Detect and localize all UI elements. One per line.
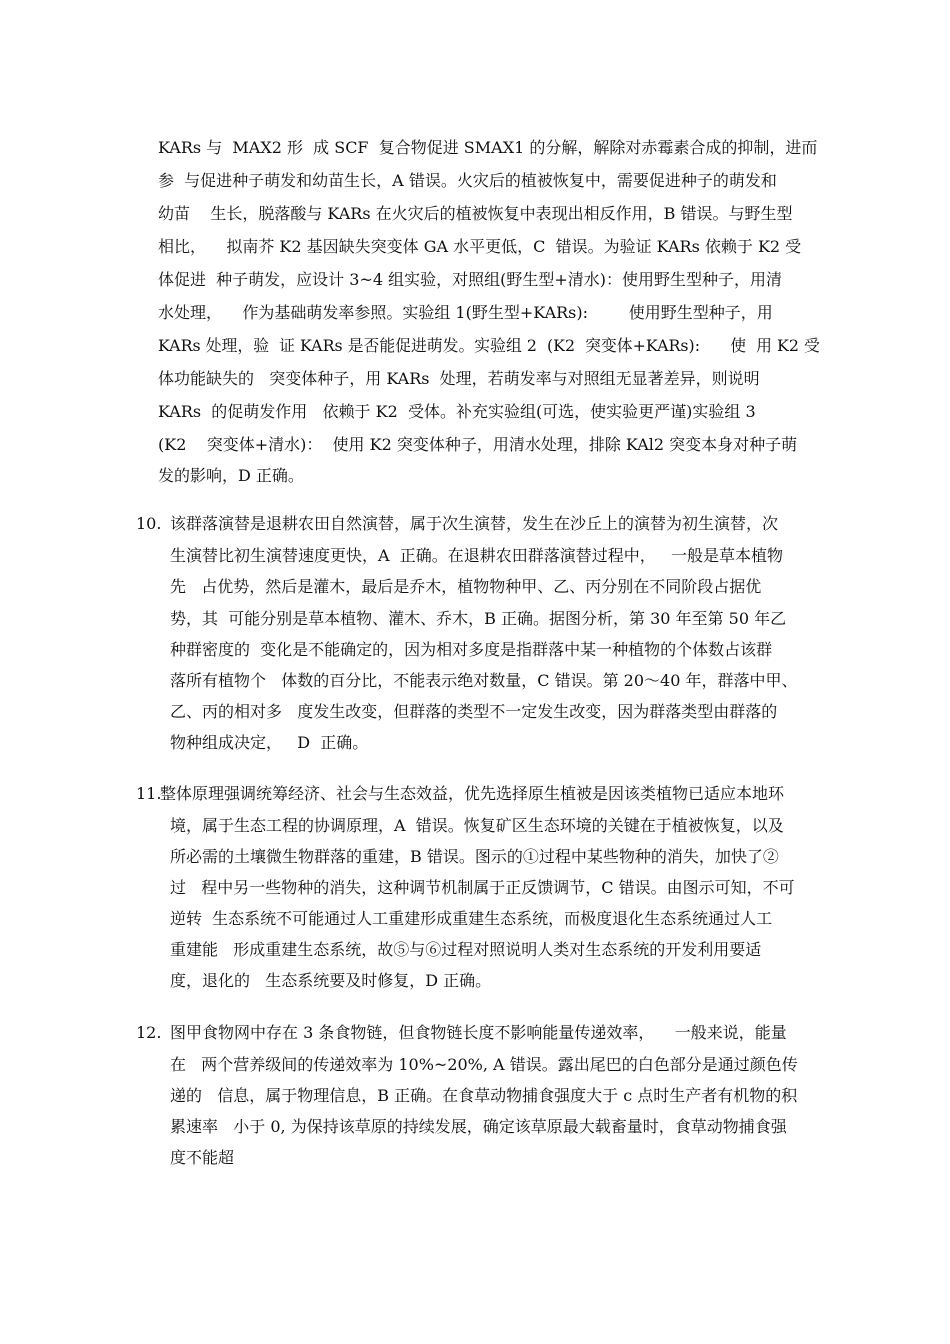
text-line: 过 程中另一些物种的消失，这种调节机制属于正反馈调节，C 错误。由图示可知，不可 xyxy=(170,878,795,897)
text-line: 在 两个营养级间的传递效率为 10%~20%, A 错误。露出尾巴的白色部分是通过颜色传 xyxy=(170,1055,798,1074)
text-line: 乙、丙的相对多 度发生改变，但群落的类型不一定发生改变，因为群落类型由群落的 xyxy=(170,702,778,721)
text-line: 度不能超 xyxy=(170,1148,235,1167)
text-line: 境，属于生态工程的协调原理，A 错误。恢复矿区生态环境的关键在于植被恢复，以及 xyxy=(170,816,784,835)
text-line: 重建能 形成重建生态系统，故⑤与⑥过程对照说明人类对生态系统的开发利用要适 xyxy=(170,940,762,959)
text-line: 度，退化的 生态系统要及时修复，D 正确。 xyxy=(170,971,492,990)
text-line: 幼苗 生长，脱落酸与 KARs 在火灾后的植被恢复中表现出相反作用，B 错误。与野生型 xyxy=(158,204,793,223)
text-line: 图甲食物网中存在 3 条食物链，但食物链长度不影响能量传递效率， 一般来说，能量 xyxy=(170,1023,787,1042)
text-line: 水处理， 作为基础萌发率参照。实验组 1(野生型+KARs): 使用野生型种子，用 xyxy=(158,303,773,322)
text-line: 物种组成决定， D 正确。 xyxy=(170,733,369,752)
text-line: 参 与促进种子萌发和幼苗生长，A 错误。火灾后的植被恢复中，需要促进种子的萌发和 xyxy=(158,171,777,190)
text-line: 累速率 小于 0, 为保持该草原的持续发展，确定该草原最大载畜量时，食草动物捕食强 xyxy=(170,1117,787,1136)
item-number: 12. xyxy=(136,1023,162,1042)
text-line: 逆转 生态系统不可能通过人工重建形成重建生态系统，而极度退化生态系统通过人工 xyxy=(170,909,773,928)
item-number: 10. xyxy=(136,514,162,533)
text-line: 发的影响，D 正确。 xyxy=(158,466,304,485)
item-number: 11. xyxy=(136,784,162,803)
text-line: 整体原理强调统筹经济、社会与生态效益，优先选择原生植被是因该类植物已适应本地环 xyxy=(160,784,785,803)
text-line: KARs 的促萌发作用 依赖于 K2 受体。补充实验组(可选，使实验更严谨)实验组 3 xyxy=(158,402,756,421)
text-line: (K2 突变体+清水)： 使用 K2 突变体种子，用清水处理，排除 KAl2 突变本身对种子萌 xyxy=(158,435,798,454)
text-line: 相比， 拟南芥 K2 基因缺失突变体 GA 水平更低，C 错误。为验证 KARs 依赖于 K2 受 xyxy=(158,237,802,256)
text-line: 种群密度的 变化是不能确定的，因为相对多度是指群落中某一种植物的个体数占该群 xyxy=(170,640,773,659)
text-line: 所必需的土壤微生物群落的重建，B 错误。图示的①过程中某些物种的消失，加快了② xyxy=(170,847,779,866)
text-line: 先 占优势，然后是灌木，最后是乔木，植物物种甲、乙、丙分别在不同阶段占据优 xyxy=(170,577,762,596)
text-line: KARs 处理，验 证 KARs 是否能促进萌发。实验组 2 (K2 突变体+KARs): 使 用 K2 受 xyxy=(158,336,820,355)
text-line: KARs 与 MAX2 形 成 SCF 复合物促进 SMAX1 的分解，解除对赤霉素合成的抑制，进而 xyxy=(158,138,818,157)
text-line: 体促进 种子萌发，应设计 3~4 组实验，对照组(野生型+清水)：使用野生型种子，用清 xyxy=(158,270,783,289)
text-line: 体功能缺失的 突变体种子，用 KARs 处理，若萌发率与对照组无显著差异，则说明 xyxy=(158,369,760,388)
text-line: 该群落演替是退耕农田自然演替，属于次生演替，发生在沙丘上的演替为初生演替，次 xyxy=(170,514,779,533)
text-line: 势，其 可能分别是草本植物、灌木、乔木，B 正确。据图分析，第 30 年至第 50 年乙 xyxy=(170,609,787,628)
text-line: 生演替比初生演替速度更快，A 正确。在退耕农田群落演替过程中， 一般是草本植物 xyxy=(170,546,783,565)
text-line: 落所有植物个 体数的百分比，不能表示绝对数量，C 错误。第 20～40 年，群落中甲、 xyxy=(170,671,798,690)
text-line: 递的 信息，属于物理信息，B 正确。在食草动物捕食强度大于 c 点时生产者有机物的积 xyxy=(170,1086,798,1105)
